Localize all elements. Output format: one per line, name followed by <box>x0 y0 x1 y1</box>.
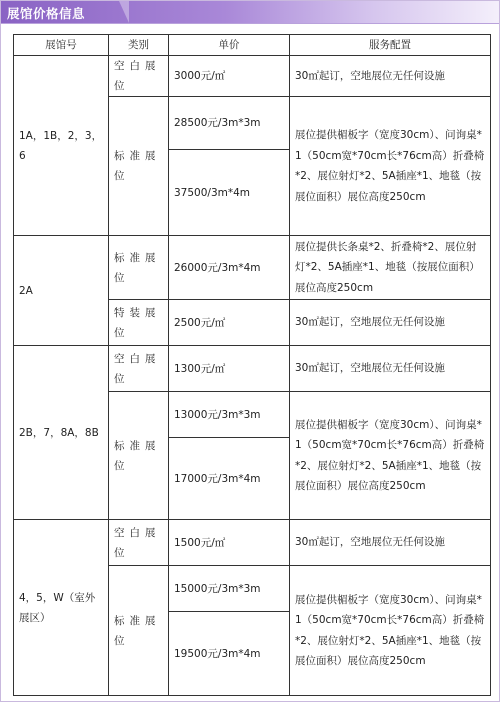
type-cell: 标准展位 <box>109 236 169 300</box>
price-cell: 3000元/㎡ <box>169 56 290 97</box>
price-cell: 2500元/㎡ <box>169 300 290 346</box>
price-cell: 26000元/3m*4m <box>169 236 290 300</box>
hall-cell: 2A <box>14 236 109 346</box>
service-cell: 展位提供楣板字（宽度30cm）、问询桌*1（50cm宽*70cm长*76cm高）折叠椅*2、展位射灯*2、5A插座*1、地毯（按展位面积）展位高度250cm <box>290 566 491 696</box>
table-row <box>14 520 491 566</box>
column-header-service: 服务配置 <box>290 35 491 56</box>
type-cell: 标准展位 <box>109 97 169 236</box>
type-cell: 标准展位 <box>109 392 169 520</box>
hall-cell: 2B，7，8A，8B <box>14 346 109 520</box>
price-cell: 1300元/㎡ <box>169 346 290 392</box>
service-cell: 30㎡起订，空地展位无任何设施 <box>290 346 491 392</box>
type-cell: 特装展位 <box>109 300 169 346</box>
service-cell: 30㎡起订，空地展位无任何设施 <box>290 56 491 97</box>
column-header-type: 类别 <box>109 35 169 56</box>
table-row <box>14 236 491 300</box>
price-table <box>13 34 491 696</box>
hall-cell: 4，5，W（室外展区） <box>14 520 109 696</box>
header-decoration <box>119 1 129 23</box>
price-cell: 28500元/3m*3m <box>169 97 290 150</box>
price-cell: 37500/3m*4m <box>169 150 290 236</box>
price-cell: 13000元/3m*3m <box>169 392 290 438</box>
service-cell: 30㎡起订，空地展位无任何设施 <box>290 300 491 346</box>
panel-title: 展馆价格信息 <box>7 6 86 21</box>
column-header-price: 单价 <box>169 35 290 56</box>
table-row <box>14 56 491 97</box>
hall-cell: 1A，1B，2，3，6 <box>14 56 109 236</box>
type-cell: 标准展位 <box>109 566 169 696</box>
table-row <box>14 346 491 392</box>
type-cell: 空白展位 <box>109 56 169 97</box>
service-cell: 30㎡起订，空地展位无任何设施 <box>290 520 491 566</box>
column-header-hall: 展馆号 <box>14 35 109 56</box>
table-header-row <box>14 35 491 56</box>
price-cell: 15000元/3m*3m <box>169 566 290 612</box>
type-cell: 空白展位 <box>109 520 169 566</box>
price-cell: 1500元/㎡ <box>169 520 290 566</box>
type-cell: 空白展位 <box>109 346 169 392</box>
service-cell: 展位提供长条桌*2、折叠椅*2、展位射灯*2、5A插座*1、地毯（按展位面积）展位高度250cm <box>290 236 491 300</box>
price-cell: 17000元/3m*4m <box>169 438 290 520</box>
service-cell: 展位提供楣板字（宽度30cm）、问询桌*1（50cm宽*70cm长*76cm高）折叠椅*2、展位射灯*2、5A插座*1、地毯（按展位面积）展位高度250cm <box>290 392 491 520</box>
price-cell: 19500元/3m*4m <box>169 612 290 696</box>
service-cell: 展位提供楣板字（宽度30cm）、问询桌*1（50cm宽*70cm长*76cm高）折叠椅*2、展位射灯*2、5A插座*1、地毯（按展位面积）展位高度250cm <box>290 97 491 236</box>
panel-header <box>1 1 499 24</box>
